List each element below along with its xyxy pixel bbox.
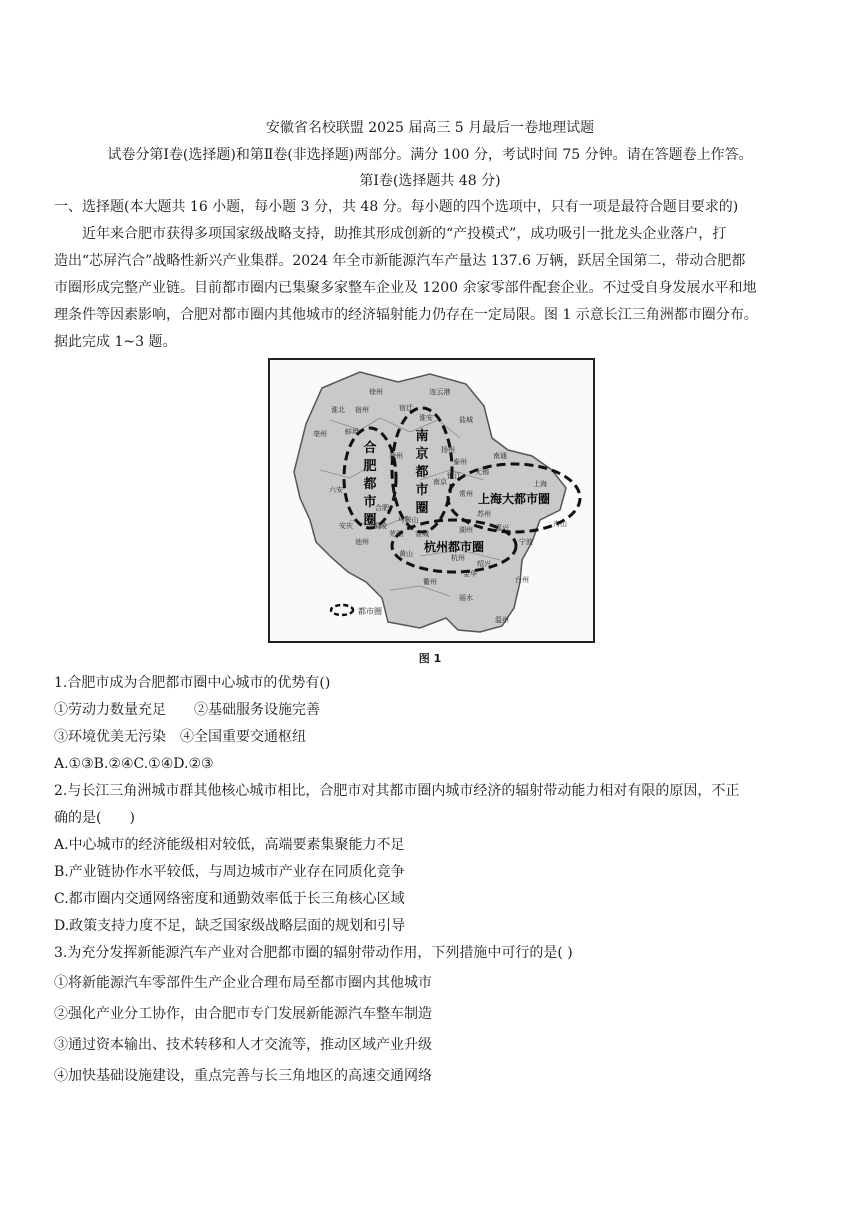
legend-symbol (331, 605, 353, 615)
nanjing-circle-label: 都 (415, 465, 429, 480)
city-label: 舟山 (553, 520, 567, 528)
hangzhou-circle-label: 杭州都市圈 (423, 540, 485, 554)
city-label: 盐城 (459, 416, 473, 424)
city-label: 镇江 (447, 472, 461, 480)
yangtze-delta-map (270, 360, 593, 641)
hefei-circle-label: 市 (363, 495, 377, 510)
question-2-option: D.政策支持力度不足，缺乏国家级战略层面的规划和引导 (54, 918, 406, 934)
legend-label: 都市圈 (358, 607, 382, 616)
city-label: 温州 (495, 616, 509, 624)
question-3-option: ②强化产业分工协作，由合肥市专门发展新能源汽车整车制造 (54, 1006, 432, 1022)
city-label: 湖州 (459, 526, 473, 534)
city-label: 宿迁 (399, 404, 413, 412)
city-label: 淮安 (419, 414, 433, 422)
city-label: 蚌埠 (345, 428, 359, 436)
passage-line: 造出“芯屏汽合”战略性新兴产业集群。2024 年全市新能源汽车产量达 137.6 万辆，跃居全国第二，带动合肥都 (54, 253, 746, 269)
question-1-stem: 1.合肥市成为合肥都市圈中心城市的优势有() (54, 675, 331, 691)
city-label: 合肥 (375, 504, 389, 512)
shanghai-circle-label: 上海大都市圈 (477, 492, 551, 506)
nanjing-circle-label: 市 (415, 483, 429, 498)
city-label: 宁波 (519, 538, 533, 546)
question-2-stem: 确的是( ) (54, 810, 135, 826)
nanjing-circle-label: 南 (415, 429, 429, 444)
city-label: 徐州 (369, 388, 383, 396)
question-3-option: ③通过资本输出、技术转移和人才交流等，推动区域产业升级 (54, 1037, 432, 1053)
passage-line: 理条件等因素影响，合肥对都市圈内其他城市的经济辐射能力仍存在一定局限。图 1 示意长江三角洲都市圈分布。 (54, 307, 758, 323)
city-label: 黄山 (399, 550, 413, 558)
city-label: 宿州 (355, 406, 369, 414)
passage-line: 市圈形成完整产业链。目前都市圈内已集聚多家整车企业及 1200 余家零部件配套企业。不过受自身发展水平和地 (54, 280, 757, 296)
question-2-option: B.产业链协作水平较低，与周边城市产业存在同质化竞争 (54, 864, 405, 880)
city-label: 南通 (493, 452, 507, 460)
question-2-option: C.都市圈内交通网络密度和通勤效率低于长三角核心区域 (54, 891, 405, 907)
passage-line: 据此完成 1~3 题。 (54, 334, 177, 350)
city-label: 金华 (463, 570, 477, 578)
city-label: 池州 (355, 538, 369, 546)
city-label: 铜陵 (373, 522, 387, 530)
city-label: 宣城 (415, 530, 429, 538)
question-3-stem: 3.为充分发挥新能源汽车产业对合肥都市圈的辐射带动作用，下列措施中可行的是( ) (54, 945, 573, 961)
hefei-circle-label: 合 (363, 441, 377, 456)
city-label: 丽水 (459, 594, 473, 602)
city-label: 亳州 (313, 430, 327, 438)
hefei-circle-label: 肥 (363, 459, 377, 474)
city-label: 衢州 (423, 578, 437, 586)
city-label: 泰州 (453, 458, 467, 466)
city-label: 嘉兴 (495, 524, 509, 532)
passage-line: 近年来合肥市获得多项国家级战略支持，助推其形成创新的“产投模式”，成功吸引一批龙头企业落户，打 (82, 226, 727, 242)
exam-intro: 试卷分第Ⅰ卷(选择题)和第Ⅱ卷(非选择题)两部分。满分 100 分，考试时间 75 分钟。请在答题卷上作答。 (107, 147, 753, 163)
city-label: 台州 (515, 576, 529, 584)
question-3-option: ①将新能源汽车零部件生产企业合理布局至都市圈内其他城市 (54, 975, 432, 991)
question-2-stem: 2.与长江三角洲城市群其他核心城市相比，合肥市对其都市圈内城市经济的辐射带动能力相对有限的原因，不正 (54, 783, 740, 799)
map-figure (268, 358, 595, 643)
city-label: 南京 (433, 478, 447, 486)
city-label: 常州 (459, 490, 473, 498)
city-label: 上海 (533, 480, 547, 488)
city-label: 杭州 (451, 554, 465, 562)
question-3-option: ④加快基础设施建设，重点完善与长三角地区的高速交通网络 (54, 1068, 432, 1084)
city-label: 绍兴 (477, 560, 491, 568)
nanjing-circle-label: 圈 (415, 501, 429, 516)
city-label: 六安 (329, 486, 343, 494)
question-1-options-row: ①劳动力数量充足 ②基础服务设施完善 (54, 702, 320, 718)
city-label: 无锡 (475, 468, 489, 476)
city-label: 马鞍山 (397, 516, 419, 524)
figure-caption: 图 1 (418, 652, 442, 665)
city-label: 芜湖 (389, 530, 403, 538)
section-heading: 一、选择题(本大题共 16 小题，每小题 3 分，共 48 分。每小题的四个选项中，只有一项是最符合题目要求的) (54, 199, 739, 215)
city-label: 滁州 (389, 452, 403, 460)
part-title: 第Ⅰ卷(选择题共 48 分) (359, 173, 501, 189)
city-label: 苏州 (477, 510, 491, 518)
exam-title: 安徽省名校联盟 2025 届高三 5 月最后一卷地理试题 (265, 120, 595, 136)
hefei-circle-label: 圈 (363, 513, 377, 528)
question-2-option: A.中心城市的经济能级相对较低，高端要素集聚能力不足 (54, 837, 405, 853)
question-1-options-row: ③环境优美无污染 ④全国重要交通枢纽 (54, 729, 306, 745)
question-1-choices: A.①③B.②④C.①④D.②③ (54, 756, 214, 772)
city-label: 扬州 (441, 446, 455, 454)
city-label: 连云港 (429, 388, 451, 396)
nanjing-circle-label: 京 (415, 447, 429, 462)
city-label: 淮北 (331, 406, 345, 414)
hefei-circle-label: 都 (363, 477, 377, 492)
city-label: 安庆 (339, 522, 353, 530)
